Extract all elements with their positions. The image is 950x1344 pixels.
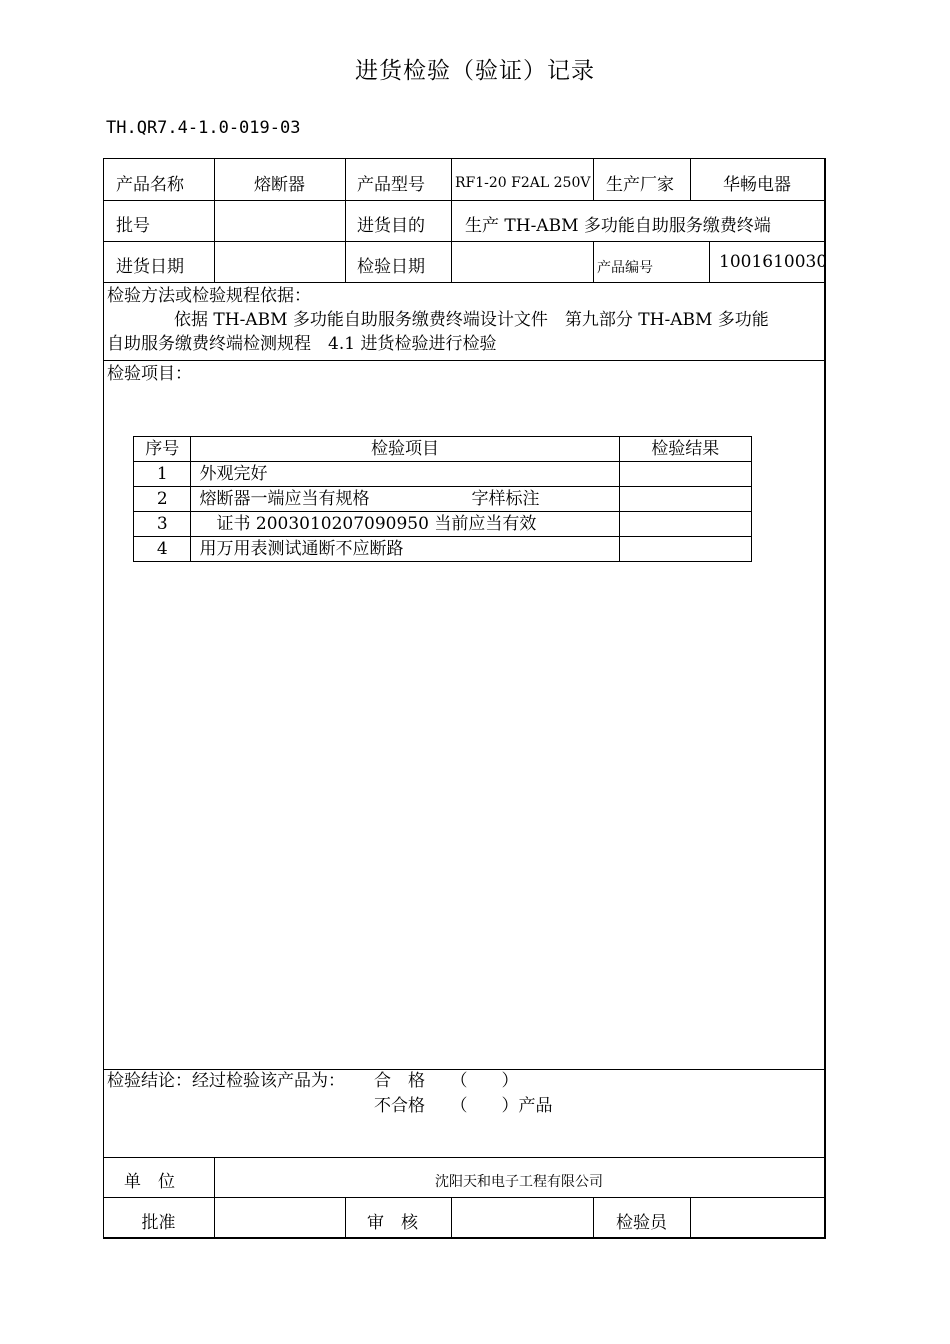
divider bbox=[103, 360, 825, 361]
page-title: 进货检验（验证）记录 bbox=[355, 58, 595, 84]
inspect-date-label: 检验日期 bbox=[357, 257, 425, 277]
row-no: 4 bbox=[134, 537, 191, 562]
arrival-date-label: 进货日期 bbox=[116, 257, 184, 277]
method-label: 检验方法或检验规程依据： bbox=[107, 286, 311, 306]
row-item: 熔断器一端应当有规格 字样标注 bbox=[191, 487, 619, 512]
row-no: 1 bbox=[134, 462, 191, 487]
divider bbox=[593, 241, 594, 282]
row-no: 3 bbox=[134, 512, 191, 537]
column-header-result: 检验结果 bbox=[619, 437, 751, 462]
divider bbox=[345, 1197, 346, 1238]
conclusion-label: 检验结论：经过检验该产品为： bbox=[107, 1071, 345, 1091]
row-result bbox=[619, 512, 751, 537]
frame-bottom-border bbox=[103, 1237, 826, 1239]
review-label: 审 核 bbox=[367, 1213, 418, 1233]
frame-right-border bbox=[824, 158, 826, 1238]
document-code: TH.QR7.4-1.0-019-03 bbox=[106, 118, 301, 138]
row-item: 证书 2003010207090950 当前应当有效 bbox=[191, 512, 619, 537]
manufacturer-value: 华畅电器 bbox=[723, 175, 791, 195]
table-row bbox=[134, 462, 752, 487]
divider bbox=[214, 1157, 215, 1238]
unit-label: 单 位 bbox=[124, 1172, 175, 1192]
inspector-label: 检验员 bbox=[616, 1213, 667, 1233]
divider bbox=[593, 158, 594, 200]
conclusion-pass: 合 格 （ ） bbox=[374, 1071, 519, 1091]
row-result bbox=[619, 487, 751, 512]
model-value: RF1-20 F2AL 250V bbox=[455, 175, 591, 191]
product-name-value: 熔断器 bbox=[254, 175, 305, 195]
divider bbox=[451, 158, 452, 282]
model-label: 产品型号 bbox=[357, 175, 425, 195]
product-no-label: 产品编号 bbox=[597, 260, 653, 276]
approve-label: 批准 bbox=[141, 1213, 176, 1233]
items-label: 检验项目： bbox=[107, 364, 192, 384]
divider bbox=[103, 1157, 825, 1158]
product-no-value: 1001610030 bbox=[719, 252, 828, 272]
batch-label: 批号 bbox=[116, 216, 150, 236]
column-header-item: 检验项目 bbox=[191, 437, 619, 462]
table-row bbox=[134, 487, 752, 512]
method-text-line1: 依据 TH-ABM 多功能自助服务缴费终端设计文件 第九部分 TH-ABM 多功能 bbox=[174, 310, 769, 330]
method-text-line2: 自助服务缴费终端检测规程 4.1 进货检验进行检验 bbox=[107, 334, 497, 354]
divider bbox=[690, 1197, 691, 1238]
divider bbox=[451, 1197, 452, 1238]
column-header-no: 序号 bbox=[134, 437, 191, 462]
purpose-value: 生产 TH-ABM 多功能自助服务缴费终端 bbox=[465, 216, 771, 236]
row-result bbox=[619, 462, 751, 487]
product-name-label: 产品名称 bbox=[116, 175, 184, 195]
unit-value: 沈阳天和电子工程有限公司 bbox=[435, 1174, 603, 1190]
conclusion-fail: 不合格 （ ）产品 bbox=[374, 1096, 553, 1116]
divider bbox=[103, 241, 825, 242]
divider bbox=[345, 158, 346, 282]
divider bbox=[103, 282, 825, 283]
table-row bbox=[134, 537, 752, 562]
manufacturer-label: 生产厂家 bbox=[606, 175, 674, 195]
row-item: 用万用表测试通断不应断路 bbox=[191, 537, 619, 562]
row-item: 外观完好 bbox=[191, 462, 619, 487]
divider bbox=[103, 200, 825, 201]
row-no: 2 bbox=[134, 487, 191, 512]
inspection-items-table bbox=[133, 436, 752, 562]
table-row bbox=[134, 512, 752, 537]
purpose-label: 进货目的 bbox=[357, 216, 425, 236]
table-header-row bbox=[134, 437, 752, 462]
row-result bbox=[619, 537, 751, 562]
divider bbox=[709, 241, 710, 282]
divider bbox=[103, 1197, 825, 1198]
